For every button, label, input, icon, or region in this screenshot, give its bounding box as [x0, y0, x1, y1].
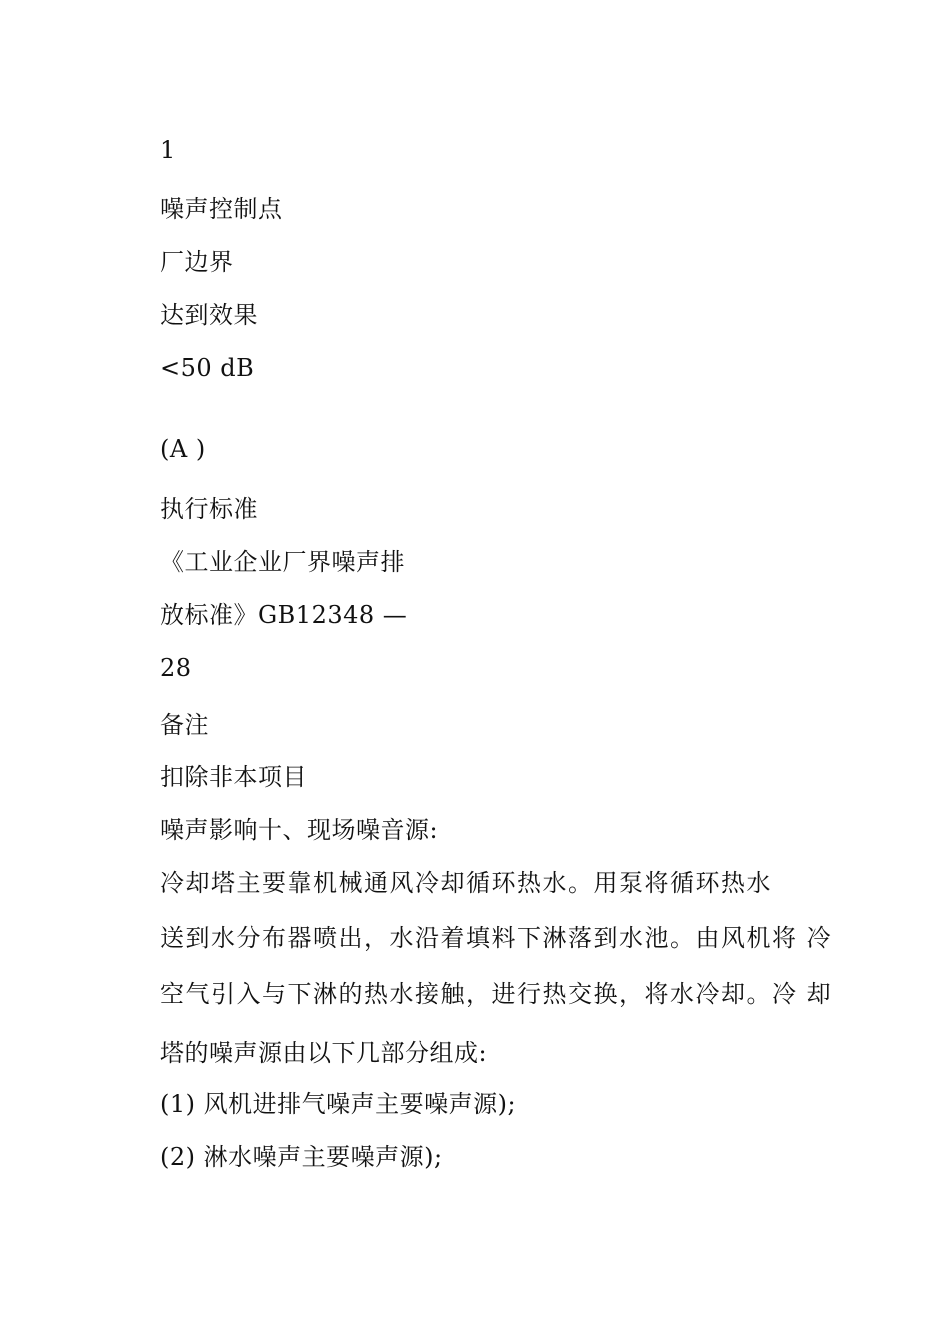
- standard-name-line-1: 《工业企业厂界噪声排: [160, 548, 405, 576]
- remarks-text: 扣除非本项目: [160, 763, 307, 791]
- noise-limit-value: <50 dB: [160, 354, 255, 382]
- achieved-effect-label: 达到效果: [160, 301, 258, 329]
- plant-boundary-text: 厂边界: [160, 248, 234, 276]
- paragraph-line-1: 冷却塔主要靠机械通风冷却循环热水。用泵将循环热水: [160, 869, 772, 897]
- paragraph-line-2: 送到水分布器喷出，水沿着填料下淋落到水池。由风机将 冷: [160, 924, 833, 952]
- noise-control-point-label: 噪声控制点: [160, 195, 283, 223]
- list-item: (2) 淋水噪声主要噪声源);: [160, 1143, 443, 1171]
- item-number: 1: [160, 136, 176, 164]
- standard-year: 28: [160, 654, 192, 682]
- list-item: (1) 风机进排气噪声主要噪声源);: [160, 1090, 517, 1118]
- remarks-label: 备注: [160, 711, 209, 739]
- standard-name-line-2: 放标准》GB12348 —: [160, 601, 408, 629]
- standard-label: 执行标准: [160, 495, 258, 523]
- noise-limit-weighting: (A ): [160, 435, 206, 463]
- section-heading: 噪声影响十、现场噪音源:: [160, 816, 439, 844]
- paragraph-line-4: 塔的噪声源由以下几部分组成:: [160, 1039, 488, 1067]
- paragraph-line-3: 空气引入与下淋的热水接触，进行热交换，将水冷却。冷 却: [160, 980, 833, 1008]
